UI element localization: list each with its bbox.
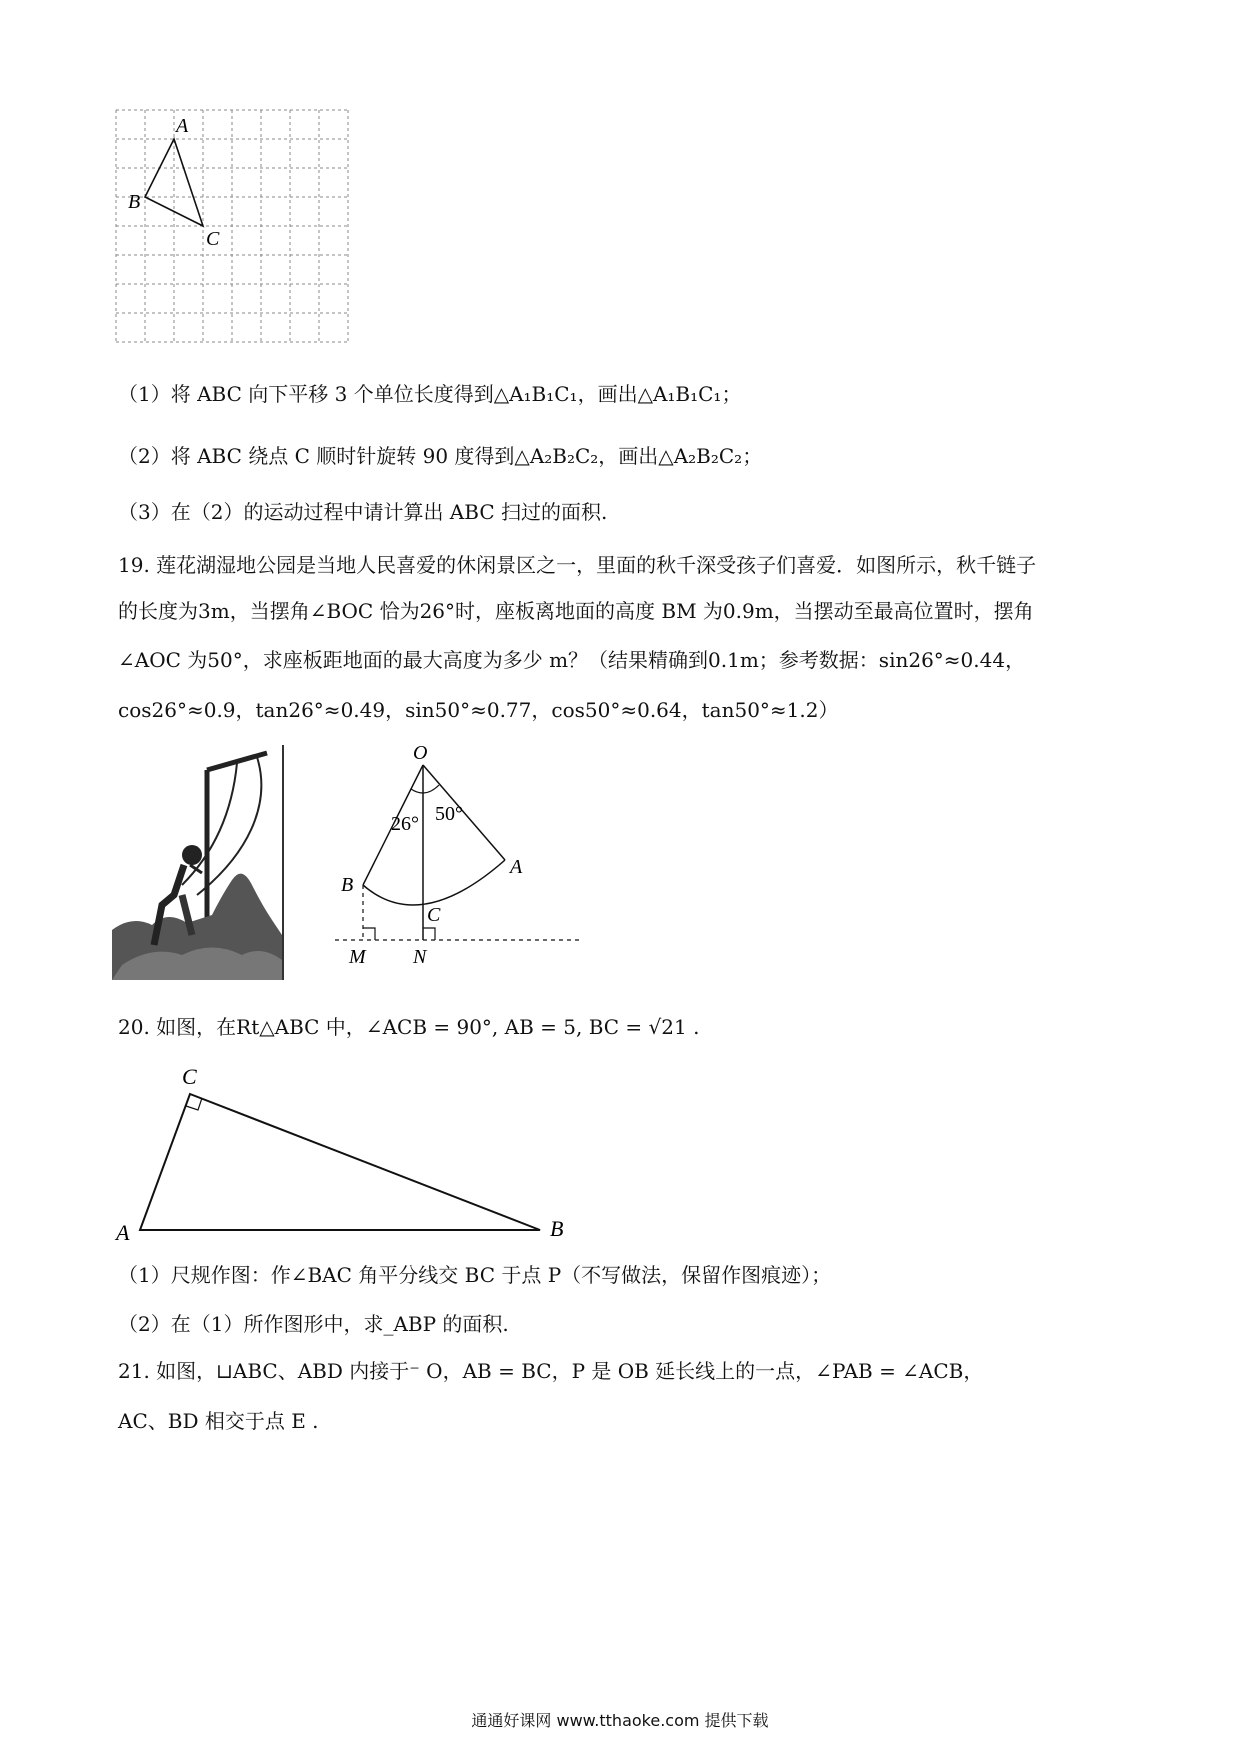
q18-part3: （3）在（2）的运动过程中请计算出 ABC 扫过的面积. <box>118 500 608 524</box>
label-angle-26: 26° <box>391 813 419 835</box>
q21-line1: 21. 如图，⊔ABC、ABD 内接于⁻ O，AB = BC，P 是 OB 延长线上的一点，∠PAB = ∠ACB， <box>118 1359 984 1383</box>
q20-part2: （2）在（1）所作图形中，求_ABP 的面积. <box>118 1312 509 1336</box>
label-a: A <box>176 115 189 137</box>
q19-geometry-figure <box>335 745 595 980</box>
label-n: N <box>413 946 427 968</box>
q19-line1: 19. 莲花湖湿地公园是当地人民喜爱的休闲景区之一，里面的秋千深受孩子们喜爱．如图所示，秋千链子 <box>118 553 1037 577</box>
q18-part2: （2）将 ABC 绕点 C 顺时针旋转 90 度得到△A₂B₂C₂，画出△A₂B₂C₂； <box>118 444 763 468</box>
label-o: O <box>413 745 428 764</box>
label-a: A <box>116 1220 130 1245</box>
q20-stem: 20. 如图，在Rt△ABC 中，∠ACB = 90°, AB = 5, BC = √21 . <box>118 1015 700 1039</box>
q19-line3: ∠AOC 为50°，求座板距地面的最大高度为多少 m？（结果精确到0.1m；参考数据：sin26°≈0.44， <box>118 648 1026 672</box>
q18-grid-figure <box>100 100 400 350</box>
label-b: B <box>550 1216 564 1241</box>
q19-line4: cos26°≈0.9，tan26°≈0.49，sin50°≈0.77，cos50°≈0.64，tan50°≈1.2） <box>118 698 839 722</box>
q18-part1: （1）将 ABC 向下平移 3 个单位长度得到△A₁B₁C₁，画出△A₁B₁C₁； <box>118 382 742 406</box>
label-b: B <box>341 874 354 896</box>
page-footer: 通通好课网 www.tthaoke.com 提供下载 <box>471 1711 769 1730</box>
label-a: A <box>510 856 523 878</box>
q20-triangle-figure <box>110 1058 590 1248</box>
label-angle-50: 50° <box>435 803 463 825</box>
triangle-abc <box>140 1094 540 1230</box>
q19-line2: 的长度为3m，当摆角∠BOC 恰为26°时，座板离地面的高度 BM 为0.9m，当摆动至最高位置时，摆角 <box>118 599 1034 623</box>
label-m: M <box>349 946 366 968</box>
label-c: C <box>182 1064 197 1089</box>
q20-part1: （1）尺规作图：作∠BAC 角平分线交 BC 于点 P（不写做法，保留作图痕迹）； <box>118 1263 832 1287</box>
label-b: B <box>128 191 141 213</box>
label-c: C <box>206 228 220 250</box>
q21-line2: AC、BD 相交于点 E . <box>118 1409 319 1433</box>
label-c: C <box>427 904 441 926</box>
swing-picture <box>112 745 287 980</box>
